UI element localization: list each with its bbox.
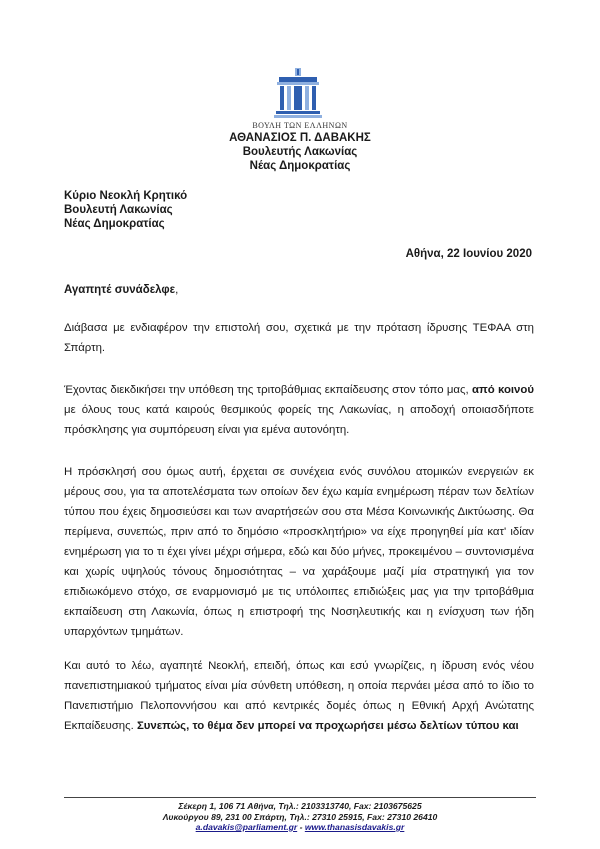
paragraph-2-text-b: με όλους τους κατά καιρούς θεσμικούς φορείς της Λακωνίας, η αποδοχή οποιασδήποτε πρόσκλησης για συμπόρευση είναι για εμένα αυτονόητη.	[64, 404, 534, 436]
greeting-punct: ,	[175, 284, 179, 296]
sender-party: Νέας Δημοκρατίας	[249, 160, 351, 172]
paragraph-2-bold: από κοινού	[471, 384, 534, 396]
paragraph-4-bold: Συνεπώς, το θέμα δεν μπορεί να προχωρήσει μέσω δελτίων τύπου και	[136, 720, 519, 732]
paragraph-2-text-a: Έχοντας διεκδικήσει την υπόθεση της τριτοβάθμιας εκπαίδευσης στον τόπο μας,	[64, 384, 472, 396]
sender-name: ΑΘΑΝΑΣΙΟΣ Π. ΔΑΒΑΚΗΣ	[229, 132, 371, 144]
recipient-party: Νέας Δημοκρατίας	[64, 218, 165, 230]
sender-role: Βουλευτής Λακωνίας	[242, 146, 358, 158]
letter-date: Αθήνα, 22 Ιουνίου 2020	[405, 248, 532, 260]
footer-contact	[0, 822, 600, 833]
website-link[interactable]: www.thanasisdavakis.gr	[304, 822, 405, 832]
footer-separator: -	[297, 822, 305, 832]
recipient-role: Βουλευτή Λακωνίας	[64, 204, 173, 216]
footer	[0, 801, 600, 833]
paragraph-1: Διάβασα με ενδιαφέρον την επιστολή σου, σχετικά με την πρόταση ίδρυσης ΤΕΦΑΑ στη Σπάρτη.	[64, 322, 534, 354]
parliament-emblem-icon	[273, 66, 323, 122]
paragraph-2	[64, 380, 534, 440]
footer-divider	[64, 797, 536, 798]
sender-block	[0, 131, 600, 173]
greeting	[64, 284, 178, 296]
footer-address-sparti: Λυκούργου 89, 231 00 Σπάρτη, Τηλ.: 27310 25915, Fax: 27310 26410	[162, 811, 438, 822]
emblem-caption: ΒΟΥΛΗ ΤΩΝ ΕΛΛΗΝΩΝ	[252, 121, 348, 130]
greeting-text: Αγαπητέ συνάδελφε	[64, 284, 176, 296]
recipient-name: Κύριο Νεοκλή Κρητικό	[64, 190, 188, 202]
paragraph-4-text: Και αυτό το λέω, αγαπητέ Νεοκλή, επειδή, όπως και εσύ γνωρίζεις, η ίδρυση ενός νέου πανεπιστημιακού τμήματος είναι μία σύνθετη υπόθεση, η οποία περνάει μέσα από το ίδιο το Πανεπιστήμιο Πελοποννήσου και από κεντρικές δομές όπως η Εθνική Αρχή Ανώτατης Εκπαίδευσης.	[64, 660, 534, 732]
recipient-block	[64, 189, 187, 231]
paragraph-4	[64, 656, 534, 736]
email-link[interactable]: a.davakis@parliament.gr	[195, 822, 298, 832]
paragraph-3: Η πρόσκλησή σου όμως αυτή, έρχεται σε συνέχεια ενός συνόλου ατομικών ενεργειών εκ μέρους σου, για τα αποτελέσματα των οποίων δεν έχω καμία ενημέρωση πέραν των δελτίων τύπου που έχεις δημοσιεύσει και των αναρτήσεών σου στα Μέσα Κοινωνικής Δικτύωσης. Θα περίμενα, συνεπώς, πριν από το δημόσιο «προσκλητήριο» να είχε προηγηθεί μία κατ' ιδίαν ενημέρωση για το τι έχει γίνει μέχρι σήμερα, εδώ και δύο μήνες, προκειμένου – συντονισμένα και χωρίς υψηλούς τόνους δημοσιότητας – να χαράξουμε μαζί μία στρατηγική για τον επιδιωκόμενο στόχο, σε εναρμονισμό με τις υπόλοιπες επιδιώξεις μας για την τριτοβάθμια εκπαίδευση στη Λακωνία, όπως η επιστροφή της Νοσηλευτικής και η ενίσχυση των ήδη υπαρχόντων τμημάτων.	[64, 466, 534, 638]
footer-address-athens: Σέκερη 1, 106 71 Αθήνα, Τηλ.: 2103313740, Fax: 2103675625	[178, 801, 422, 811]
